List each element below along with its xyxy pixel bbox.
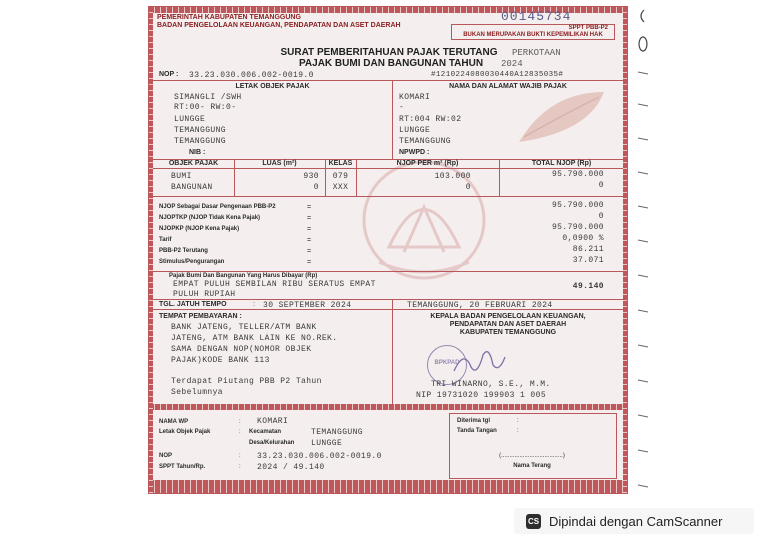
rule [153,168,623,169]
signatory-name: TRI WINARNO, S.E., M.M. [431,380,551,389]
calc-eq: = [307,226,312,233]
right-border-band [623,7,627,493]
calc-label: Stimulus/Pengurangan [159,259,225,265]
calc-value: 95.790.000 [551,223,604,232]
table-header: LUAS (m²) [262,160,297,167]
sppt-box [451,24,615,40]
calc-value: 86.211 [572,245,604,254]
bottom-border-band [149,485,627,493]
receipt-nama-wp-value: KOMARI [257,417,289,426]
taxpayer-line: KOMARI [399,93,431,102]
gov-line-2: BADAN PENGELOLAAN KEUANGAN, PENDAPATAN DAN ASET DAERAH [157,22,401,29]
receipt-bottom-band [149,480,627,486]
nop-label: NOP : [159,71,179,78]
due-label: TGL. JATUH TEMPO [159,301,227,308]
table-cell-kelas: 079 [332,172,349,181]
receipt-kecamatan-label: Kecamatan [249,429,282,435]
area-type: PERKOTAAN [512,48,561,58]
receipt-sep: : [239,464,241,470]
table-cell-total: 95.790.000 [551,170,604,179]
table-cell-luas: 930 [303,172,319,181]
calc-label: NJOPKP (NJOP Kena Pajak) [159,226,240,232]
receipt-sep: : [239,429,241,435]
table-header: OBJEK PAJAK [168,160,219,167]
rule [153,299,623,300]
rule [392,80,393,159]
table-cell-objek: BUMI [171,172,192,181]
receipt-tanda-tangan-label: Tanda Tangan [457,428,497,434]
payment-place-line: BANK JATENG, TELLER/ATM BANK [171,323,317,332]
taxpayer-line: TEMANGGUNG [399,137,452,146]
middle-border-band [149,404,627,410]
receipt-letak-label: Letak Objek Pajak [159,429,211,435]
rule [153,271,623,272]
payable-label: Pajak Bumi Dan Bangunan Yang Harus Dibayar (Rp) [169,273,318,279]
calc-eq: = [307,215,312,222]
calc-eq: = [307,259,312,266]
nop-value: 33.23.030.006.002-0019.0 [189,71,314,80]
receipt-signature-placeholder: (.....................................) [499,453,565,459]
payment-place-line: JATENG, ATM BANK LAIN KE NO.REK. [171,334,338,343]
nib-label: NIB : [189,149,206,156]
payable-amount: 49.140 [572,282,604,291]
calc-value: 37.071 [572,256,604,265]
object-location-heading: LETAK OBJEK PAJAK [235,83,310,90]
signature-icon [449,347,509,377]
payment-note-line: Terdapat Piutang PBB P2 Tahun [171,377,322,386]
due-sep: : [253,301,255,308]
receipt-nop-value: 33.23.030.006.002-0019.0 [257,452,382,461]
calc-eq: = [307,237,312,244]
barcode-text: #1210224080030440A12835035# [431,71,564,79]
payment-place-label: TEMPAT PEMBAYARAN : [159,313,242,320]
taxpayer-line: - [399,103,405,112]
binder-marks-icon [634,0,664,500]
object-location-line: TEMANGGUNG [174,137,227,146]
receipt-nop-label: NOP [159,453,173,459]
payment-place-line: SAMA DENGAN NOP(NOMOR OBJEK [171,345,312,354]
receipt-sep: : [517,418,519,424]
camscanner-label: Dipindai dengan CamScanner [549,513,723,529]
table-header: TOTAL NJOP (Rp) [531,160,592,167]
receipt-sep: : [517,428,519,434]
object-location-line: TEMANGGUNG [174,126,227,135]
rule [153,80,623,81]
table-cell-njop: 0 [465,183,471,192]
table-header: NJOP PER m² (Rp) [396,160,459,167]
receipt-desa-label: Desa/Kelurahan [249,440,295,446]
taxpayer-line: LUNGGE [399,126,431,135]
seal-text: BPKPAD [434,360,460,366]
calc-value: 95.790.000 [551,201,604,210]
receipt-nama-terang-label: Nama Terang [513,463,551,469]
calc-eq: = [307,204,312,211]
taxpayer-heading: NAMA DAN ALAMAT WAJIB PAJAK [449,83,567,90]
taxpayer-line: RT:004 RW:02 [399,115,462,124]
receipt-sppt-label: SPPT Tahun/Rp. [159,464,206,470]
table-cell-total: 0 [598,181,604,190]
sppt-box-line2: BUKAN MERUPAKAN BUKTI KEPEMILIKAN HAK [463,32,603,38]
table-cell-njop: 103.000 [434,172,471,181]
title-line-1: SURAT PEMBERITAHUAN PAJAK TERUTANG [280,47,498,58]
title-line-2: PAJAK BUMI DAN BANGUNAN TAHUN [299,58,484,69]
payable-words-line2: PULUH RUPIAH [173,290,236,299]
receipt-sep: : [239,419,241,425]
calc-label: Tarif [159,237,172,243]
signatory-title-line: PENDAPATAN DAN ASET DAERAH [449,321,567,328]
npwpd-label: NPWPD : [399,149,430,156]
serial-number: 00145734 [501,9,572,24]
table-cell-luas: 0 [313,183,319,192]
receipt-desa-value: LUNGGE [311,439,343,448]
tax-year: 2024 [501,59,523,69]
signatory-title-line: KEPALA BADAN PENGELOLAAN KEUANGAN, [430,313,586,320]
table-cell-kelas: XXX [332,183,349,192]
table-cell-objek: BANGUNAN [171,183,213,192]
receipt-sppt-value: 2024 / 49.140 [257,463,325,472]
object-location-line: LUNGGE [174,115,206,124]
calc-eq: = [307,248,312,255]
calc-label: NJOP Sebagai Dasar Pengenaan PBB-P2 [159,204,276,210]
payable-words-line1: EMPAT PULUH SEMBILAN RIBU SERATUS EMPAT [173,280,376,289]
receipt-kecamatan-value: TEMANGGUNG [311,428,364,437]
rule [153,196,623,197]
leaf-watermark-icon [509,87,609,147]
payment-note-line: Sebelumnya [171,388,224,397]
calc-value: 0,0900 % [562,234,604,243]
camscanner-badge [514,508,754,534]
table-header: KELAS [328,160,353,167]
sppt-box-line1: SPPT PBB-P2 [568,25,608,31]
signatory-nip: NIP 19731020 199903 1 005 [416,391,547,400]
calc-label: NJOPTKP (NJOP Tidak Kena Pajak) [159,215,261,221]
receipt-diterima-label: Diterima tgl [457,418,491,424]
object-location-line: RT:00- RW:0- [174,103,237,112]
receipt-sep: : [239,453,241,459]
due-value: 30 SEPTEMBER 2024 [263,301,352,310]
calc-value: 0 [598,212,604,221]
object-location-line: SIMANGLI /SWH [174,93,242,102]
calc-label: PBB-P2 Terutang [159,248,208,254]
receipt-nama-wp-label: NAMA WP [159,419,189,425]
payment-place-line: PAJAK)KODE BANK 113 [171,356,270,365]
tax-document [148,6,628,494]
camscanner-icon: CS [526,514,541,529]
signatory-title-line: KABUPATEN TEMANGGUNG [459,329,557,336]
gov-line-1: PEMERINTAH KABUPATEN TEMANGGUNG [157,14,301,21]
issue-place-date: TEMANGGUNG, 20 FEBRUARI 2024 [407,301,553,310]
